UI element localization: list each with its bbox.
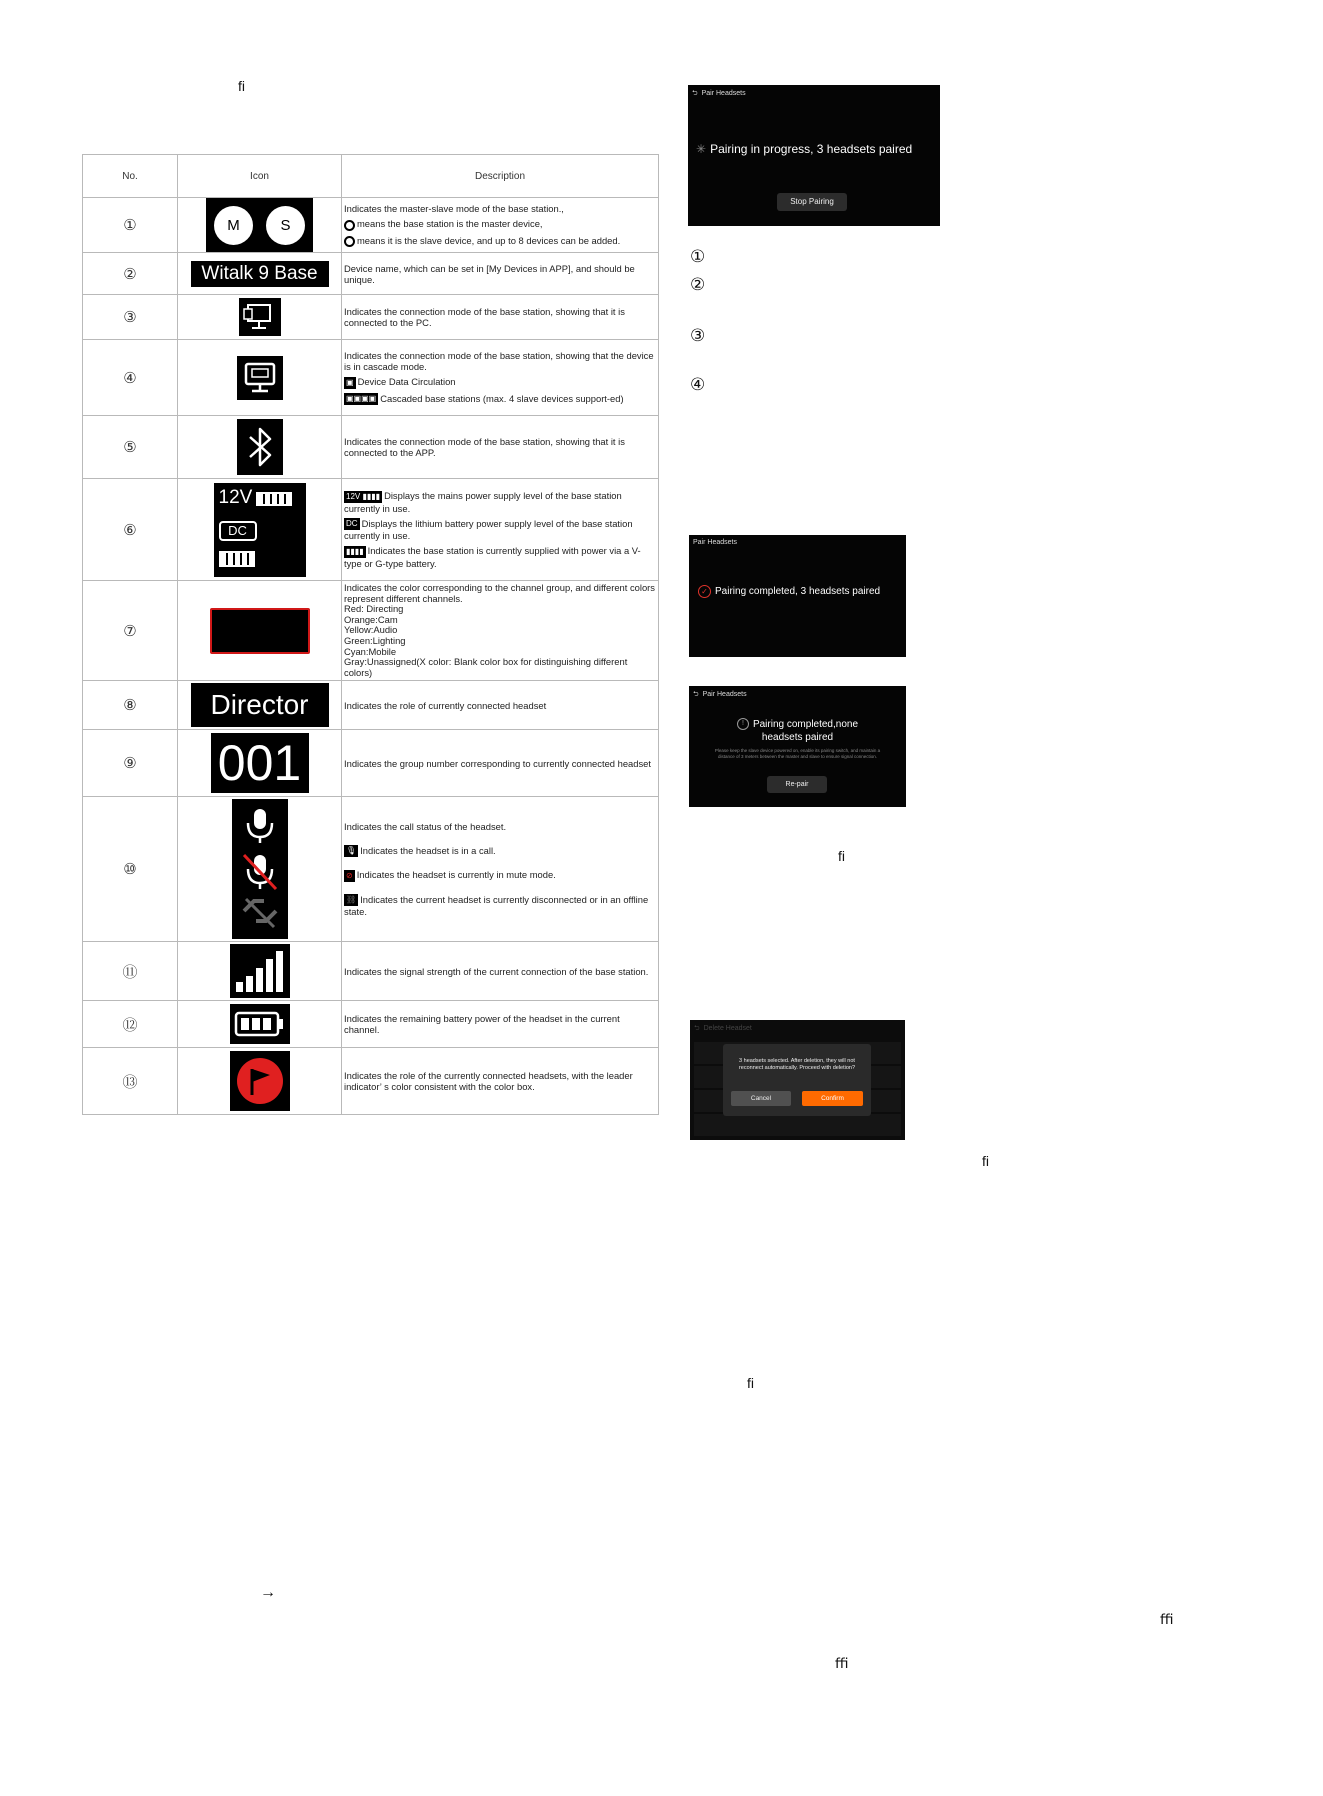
desc-line: Device name, which can be set in [My Devices in APP], and should be unique. [344,262,635,285]
offline-mini-icon: ⛓ [346,895,357,905]
mute-mini-icon: ⊘ [346,870,353,880]
table-row [83,581,659,681]
ligature-ffi-middle: ﬃ [835,1655,849,1671]
battery-icon [230,1004,290,1044]
leader-flag-icon [230,1051,290,1111]
screen-title: Pair Headsets [701,90,746,97]
signal-strength-icon [230,944,290,998]
description-cell [342,797,659,942]
group-number-icon: 001 [211,733,309,793]
role-icon: Director [191,683,329,727]
pairing-message-line2: headsets paired [761,732,834,743]
row-number: ④ [83,340,178,416]
desc-line: Indicates the connection mode of the base station, showing that it is connected to the APP. [344,436,625,458]
slave-badge: S [266,206,305,245]
desc-line: Indicates the current headset is currently disconnected or in an offline state. [344,893,649,918]
icon-cell [178,295,342,340]
table-row [83,730,659,797]
desc-line: means it is the slave device, and up to 8 devices can be added. [357,234,621,246]
battery-icon [219,551,255,567]
icon-cell [178,1001,342,1048]
loading-spinner-icon: ✳ [696,142,707,156]
icon-cell [178,340,342,416]
desc-line: Indicates the role of currently connected headset [344,699,547,711]
master-mini-icon [344,220,355,231]
step-marker: ② [690,275,706,294]
description-cell [342,1001,659,1048]
screen-header [692,89,746,100]
desc-line: Cyan:Mobile [344,645,397,657]
disconnected-icon [244,899,276,927]
row-number: ⑬ [83,1048,178,1115]
description-cell [342,479,659,581]
desc-line: Device Data Circulation [357,375,456,387]
delete-headset-screen [690,1020,905,1140]
master-slave-icon [206,198,313,252]
row-number: ① [83,198,178,253]
row-number: ③ [83,295,178,340]
description-cell [342,295,659,340]
device-name-icon: Witalk 9 Base [191,261,329,287]
desc-line: Indicates the remaining battery power of the headset in the current channel. [344,1013,620,1036]
pc-connection-icon [239,298,281,336]
description-cell [342,340,659,416]
desc-line: Displays the mains power supply level of the base station currently in use. [344,490,622,514]
desc-line: Indicates the connection mode of the base station, showing that the device is in cascade mode. [344,349,654,372]
pairing-message: Pairing completed, 3 headsets paired [715,586,881,598]
cascade-icon [237,356,283,400]
pairing-completed-screen [689,535,906,657]
step-marker: ① [690,247,706,266]
bluetooth-icon [237,419,283,475]
step-marker: ③ [690,326,706,345]
table-row [83,942,659,1001]
mic-icon [248,809,272,843]
header-description: Description [342,155,659,198]
description-cell [342,253,659,295]
mains-mini-icon: 12V ▮▮▮▮ [346,491,381,501]
back-icon[interactable]: ⮌ [693,691,699,698]
desc-line: Orange:Cam [344,613,398,625]
pairing-status [696,142,912,156]
desc-line: Indicates the base station is currently supplied with power via a V-type or G-type battery. [344,545,641,569]
row-number: ⑥ [83,479,178,581]
icon-cell [178,1048,342,1115]
table-row [83,797,659,942]
screen-header [693,690,747,701]
description-cell [342,198,659,253]
row-number: ⑩ [83,797,178,942]
icon-cell [178,581,342,681]
screen-header [693,539,737,546]
desc-line: Yellow:Audio [344,624,398,636]
table-row [83,1001,659,1048]
desc-line: Indicates the headset is in a call. [360,844,496,856]
row-number: ⑪ [83,942,178,1001]
icon-description-table [82,154,659,1115]
power-supply-icon [214,483,306,577]
row-number: ⑤ [83,416,178,479]
desc-line: Indicates the call status of the headset. [344,820,507,832]
slave-mini-icon [344,236,355,247]
dc-mini-icon: DC [346,519,358,529]
data-circulation-mini-icon: ▣ [346,377,354,387]
description-cell [342,681,659,730]
icon-cell [178,198,342,253]
table-row [83,416,659,479]
master-badge: M [214,206,253,245]
screen-title: Pair Headsets [702,691,747,698]
confirm-button[interactable]: Confirm [802,1091,863,1106]
stop-pairing-button[interactable]: Stop Pairing [777,193,847,211]
icon-cell [178,479,342,581]
icon-cell [178,730,342,797]
header-no: No. [83,155,178,198]
call-status-icons [232,799,288,939]
desc-line: Indicates the master-slave mode of the base station., [344,203,564,215]
pairing-status [698,585,880,598]
re-pair-button[interactable]: Re-pair [767,776,827,793]
desc-line: Indicates the headset is currently in mute mode. [356,869,556,881]
pairing-none-screen [689,686,906,807]
table-row [83,253,659,295]
arrow-glyph: → [260,1584,276,1601]
table-row [83,1048,659,1115]
row-number: ⑨ [83,730,178,797]
ligature-fi-right-mid: ﬁ [838,848,845,864]
row-number: ⑧ [83,681,178,730]
description-cell [342,416,659,479]
pairing-message: Pairing in progress, 3 headsets paired [710,142,913,156]
cascaded-mini-icon: ▣▣▣▣ [346,394,377,404]
description-cell [342,581,659,681]
ligature-ffi-right: ﬃ [1160,1611,1174,1627]
mic-mini-icon: 🎙 [346,846,357,856]
cancel-button[interactable]: Cancel [731,1091,791,1106]
table-row [83,198,659,253]
desc-line: Indicates the connection mode of the base station, showing that it is connected to the PC. [344,306,625,328]
screen-title: Pair Headsets [693,539,737,546]
table-row [83,681,659,730]
icon-cell [178,681,342,730]
table-row [83,479,659,581]
desc-line: Gray:Unassigned(X color: Blank color box for distinguishing different colors) [344,656,628,678]
ligature-fi-right-lower: ﬁ [982,1153,989,1169]
channel-color-box-icon [210,608,310,654]
icon-cell [178,797,342,942]
pairing-message-line1: Pairing completed,none [752,719,859,730]
description-cell [342,730,659,797]
mic-muted-icon [244,855,276,889]
ligature-fi-top: ﬁ [238,78,245,94]
row-number: ⑦ [83,581,178,681]
desc-line: Indicates the signal strength of the current connection of the base station. [344,965,649,977]
dc-badge: DC [219,521,257,541]
table-header-row [83,155,659,198]
row-number: ⑫ [83,1001,178,1048]
delete-confirm-dialog [723,1044,871,1116]
pairing-progress-screen [688,85,940,226]
back-icon[interactable]: ⮌ [692,90,698,97]
screen-header [694,1024,752,1035]
table-row [83,340,659,416]
row-number: ② [83,253,178,295]
desc-line: Displays the lithium battery power supply level of the base station currently in use. [344,517,633,542]
table-row [83,295,659,340]
icon-cell [178,253,342,295]
step-marker: ④ [690,375,706,394]
desc-line: Red: Directing [344,603,404,615]
description-cell [342,1048,659,1115]
desc-line: Green:Lighting [344,634,406,646]
desc-line: Cascaded base stations (max. 4 slave devices support-ed) [380,392,624,404]
pairing-hint: Please keep the slave device powered on, enable its pairing switch, and maintain a distance of 3 meters between the master and slave to ensure signal connection. [714,748,881,759]
vtype-mini-icon: ▮▮▮▮ [346,546,364,556]
icon-cell [178,942,342,1001]
desc-line: Indicates the group number corresponding to currently connected headset [344,757,651,769]
dialog-message: 3 headsets selected. After deletion, they will not reconnect automatically. Proceed with deletion? [738,1058,856,1071]
pairing-status [689,718,906,744]
desc-line: means the base station is the master device, [357,218,543,230]
description-cell [342,942,659,1001]
check-icon: ✓ [698,585,711,598]
voltage-label: 12V [218,486,253,508]
screen-title: Delete Headset [703,1025,752,1032]
ligature-fi-middle: ﬁ [747,1375,754,1391]
icon-cell [178,416,342,479]
desc-line: Indicates the role of the currently connected headsets, with the leader indicator’ s color consistent with the color box. [344,1070,633,1093]
mains-battery-icon [256,492,292,506]
desc-line: Indicates the color corresponding to the channel group, and different colors represent different channels. [344,582,655,604]
back-icon[interactable]: ⮌ [694,1025,700,1032]
header-icon: Icon [178,155,342,198]
info-icon: ! [737,718,749,730]
